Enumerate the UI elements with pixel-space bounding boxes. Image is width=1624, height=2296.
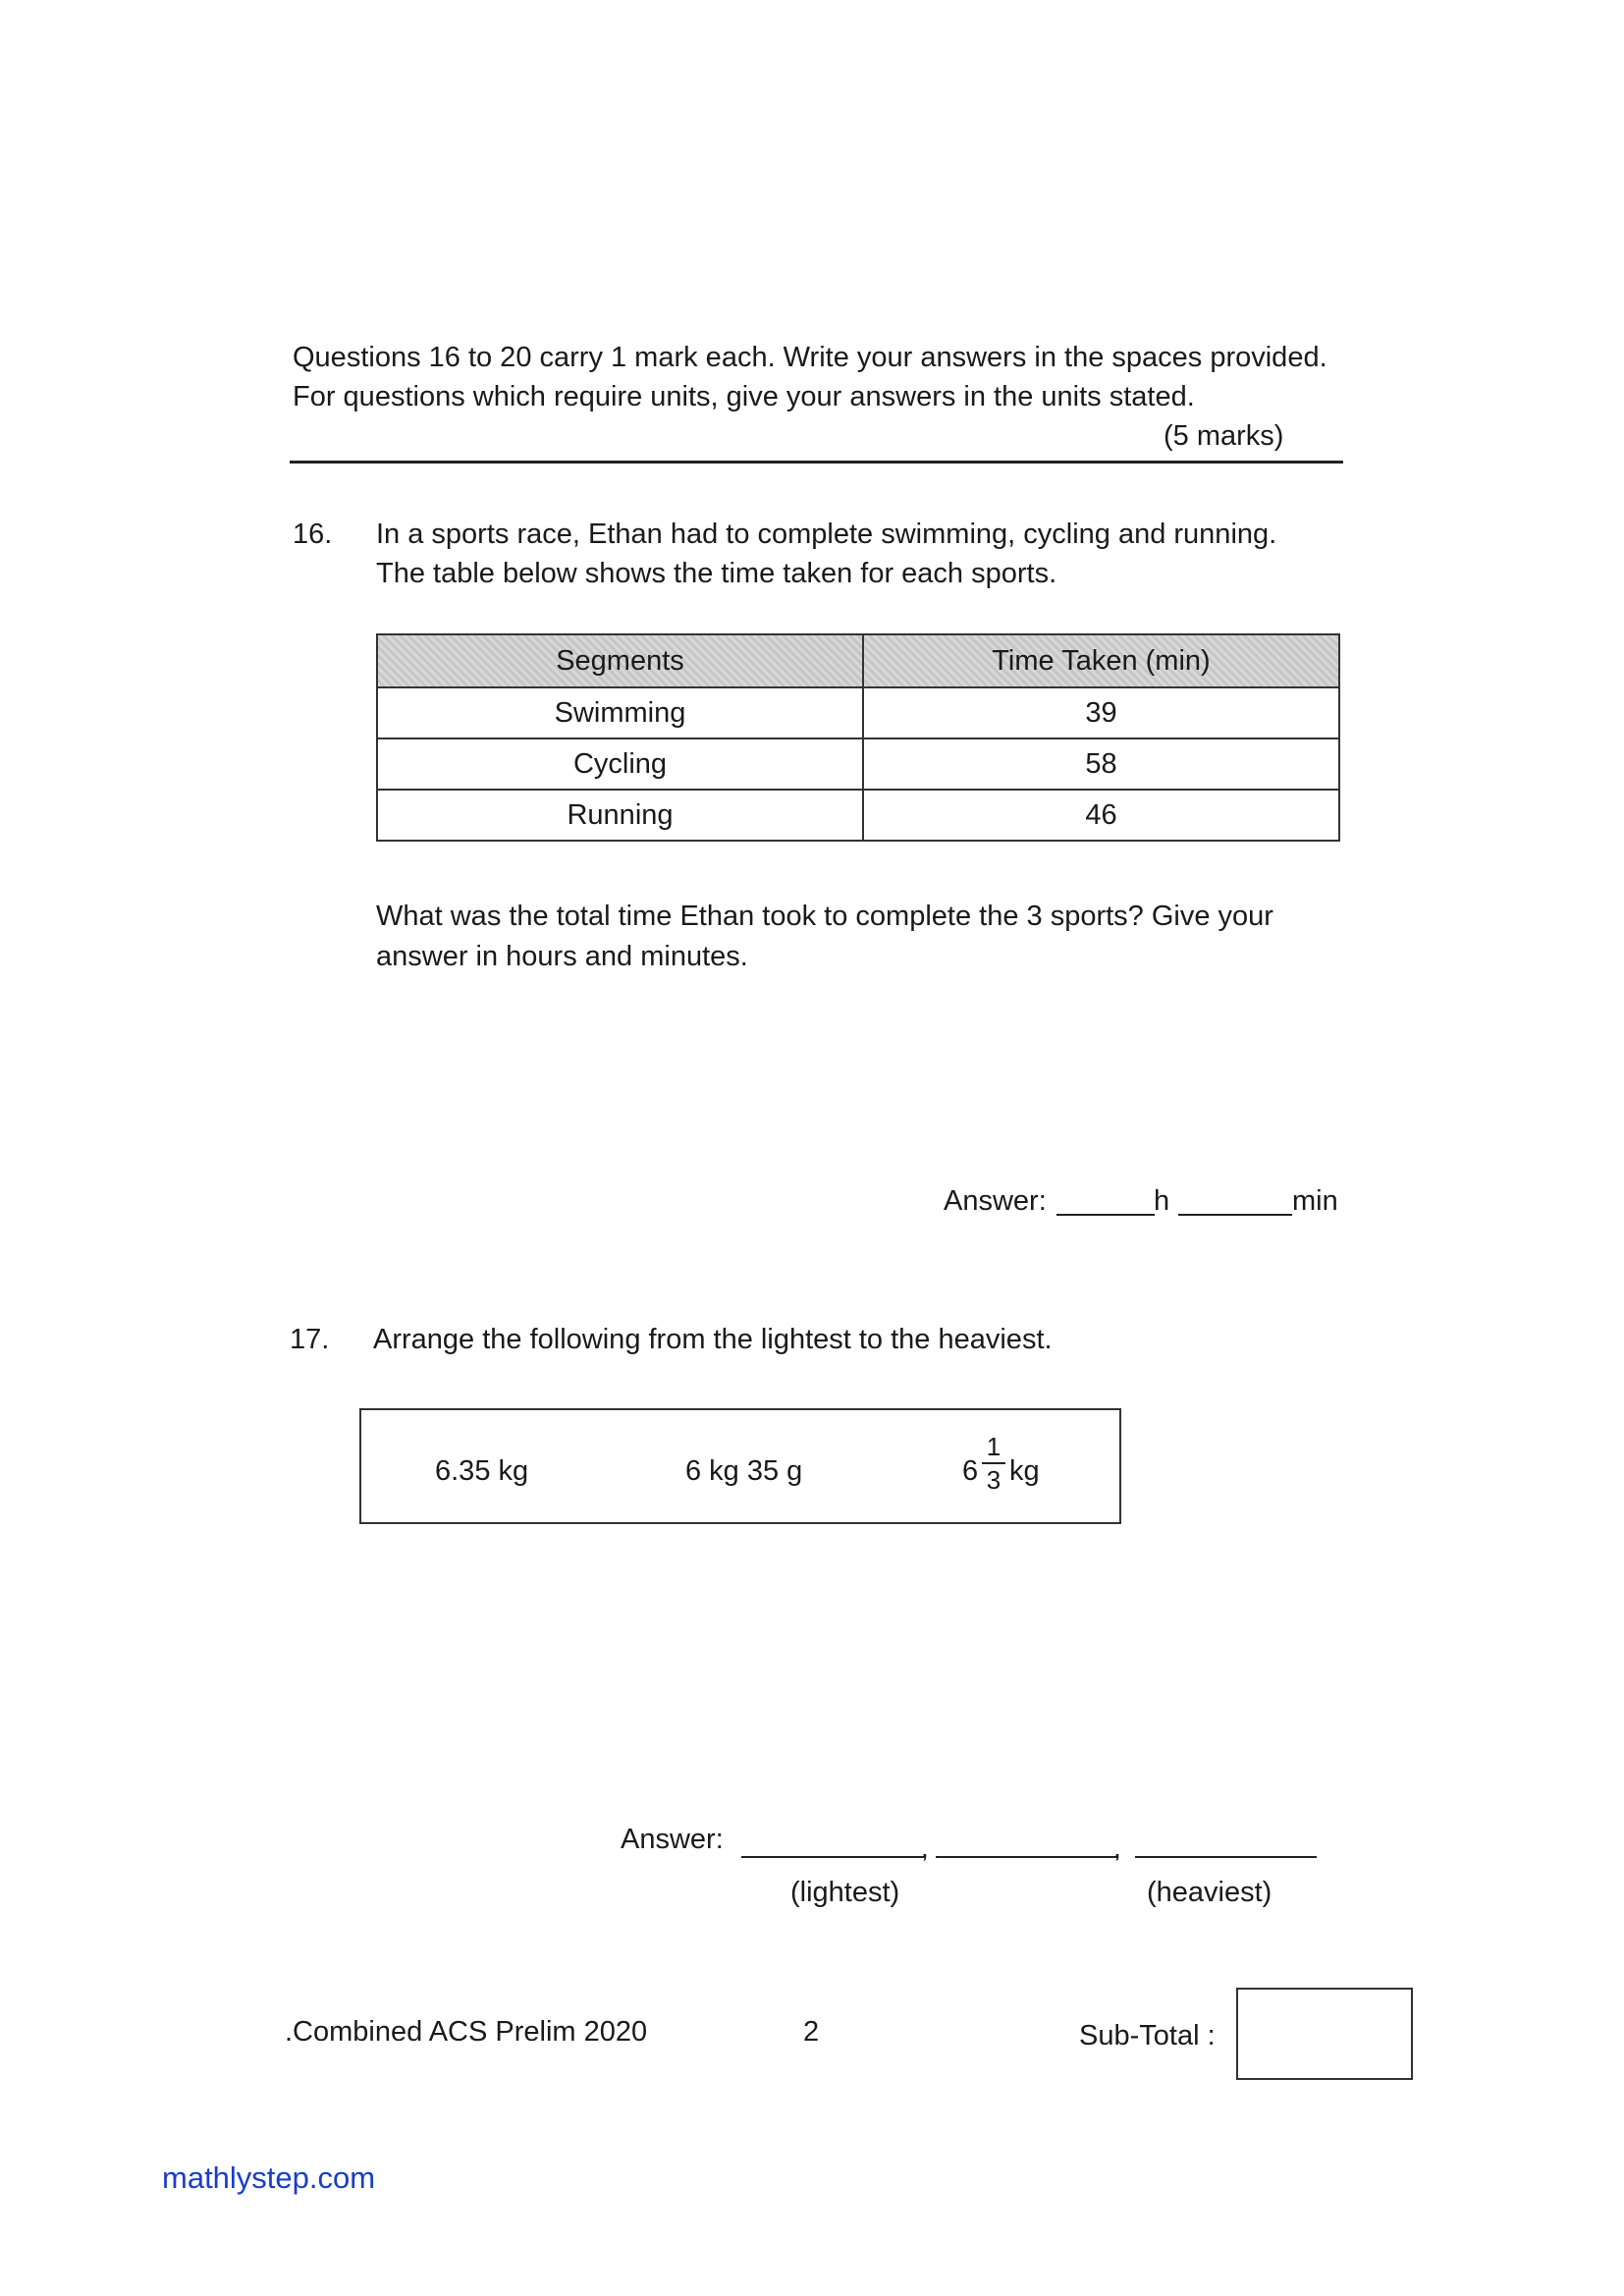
answer-blank-lightest[interactable] bbox=[741, 1856, 926, 1858]
table-cell-time: 39 bbox=[863, 687, 1339, 738]
unit-hours: h bbox=[1154, 1185, 1170, 1217]
table-row bbox=[377, 687, 1339, 738]
table-row bbox=[377, 790, 1339, 841]
question-16-text-line-1: In a sports race, Ethan had to complete swimming, cycling and running. bbox=[376, 519, 1277, 550]
answer-blank-heaviest[interactable] bbox=[1135, 1856, 1317, 1858]
label-lightest: (lightest) bbox=[790, 1877, 900, 1908]
weight-option-3-fraction bbox=[982, 1432, 1005, 1495]
fraction-numerator: 1 bbox=[986, 1432, 1001, 1461]
question-16-prompt-line-2: answer in hours and minutes. bbox=[376, 941, 748, 972]
table-cell-time: 46 bbox=[863, 790, 1339, 841]
page-number: 2 bbox=[803, 2016, 820, 2048]
table-cell-time: 58 bbox=[863, 738, 1339, 790]
answer-blank-minutes[interactable] bbox=[1178, 1214, 1292, 1216]
table-header-row bbox=[377, 634, 1339, 687]
table-header-time: Time Taken (min) bbox=[863, 634, 1339, 687]
time-taken-table bbox=[376, 633, 1340, 842]
watermark: mathlystep.com bbox=[162, 2160, 376, 2195]
answer-separator-comma: , bbox=[921, 1832, 929, 1863]
question-17-text: Arrange the following from the lightest to the heaviest. bbox=[373, 1324, 1053, 1355]
subtotal-box[interactable] bbox=[1236, 1988, 1413, 2080]
section-marks: (5 marks) bbox=[1164, 420, 1284, 452]
answer-blank-middle[interactable] bbox=[936, 1856, 1117, 1858]
weight-option-3-whole: 6 bbox=[962, 1455, 979, 1487]
answer-blank-hours[interactable] bbox=[1056, 1214, 1155, 1216]
weight-option-3-unit: kg bbox=[1009, 1455, 1040, 1487]
instructions-line-1: Questions 16 to 20 carry 1 mark each. Write your answers in the spaces provided. bbox=[293, 342, 1327, 373]
label-heaviest: (heaviest) bbox=[1147, 1877, 1272, 1908]
question-16-answer-label: Answer: bbox=[944, 1185, 1047, 1217]
question-17-number: 17. bbox=[290, 1324, 330, 1355]
table-row bbox=[377, 738, 1339, 790]
instructions-line-2: For questions which require units, give your answers in the units stated. bbox=[293, 381, 1195, 412]
table-header-segments: Segments bbox=[377, 634, 863, 687]
footer-exam-title: .Combined ACS Prelim 2020 bbox=[285, 2016, 648, 2048]
fraction-denominator: 3 bbox=[986, 1465, 1001, 1495]
question-16-number: 16. bbox=[293, 519, 333, 550]
question-16-text-line-2: The table below shows the time taken for each sports. bbox=[376, 558, 1057, 589]
weight-option-1: 6.35 kg bbox=[435, 1455, 529, 1487]
weight-option-2: 6 kg 35 g bbox=[685, 1455, 803, 1487]
question-17-answer-label: Answer: bbox=[621, 1824, 724, 1855]
table-cell-segment: Running bbox=[377, 790, 863, 841]
table-cell-segment: Cycling bbox=[377, 738, 863, 790]
table-cell-segment: Swimming bbox=[377, 687, 863, 738]
question-16-prompt-line-1: What was the total time Ethan took to complete the 3 sports? Give your bbox=[376, 901, 1273, 932]
section-divider bbox=[290, 461, 1343, 464]
answer-separator-comma: , bbox=[1113, 1832, 1121, 1863]
fraction-bar bbox=[982, 1462, 1005, 1464]
subtotal-label: Sub-Total : bbox=[1079, 2020, 1216, 2051]
unit-minutes: min bbox=[1292, 1185, 1338, 1217]
